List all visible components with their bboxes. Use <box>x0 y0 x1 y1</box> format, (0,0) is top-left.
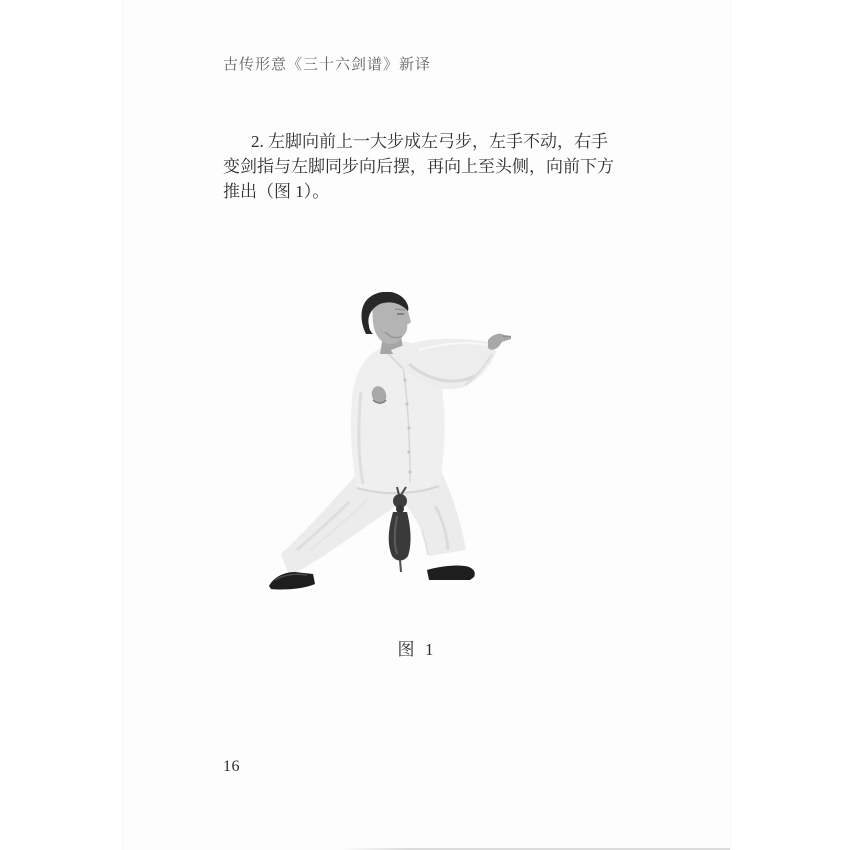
paragraph-line: 变剑指与左脚同步向后摆，再向上至头侧，向前下方 <box>223 157 614 176</box>
figure-caption: 图 1 <box>397 640 435 659</box>
martial-artist-photo <box>269 292 511 592</box>
front-shoe <box>427 566 475 580</box>
figure-head <box>361 292 411 344</box>
paragraph-line: 推出（图 1）。 <box>223 182 330 201</box>
page-number: 16 <box>223 758 240 775</box>
sword-finger-hand <box>488 334 511 350</box>
running-header: 古传形意《三十六剑谱》新译 <box>223 57 432 73</box>
paper-sheet <box>122 0 731 850</box>
paragraph-line: 2. 左脚向前上一大步成左弓步，左手不动，右手 <box>251 132 608 151</box>
body-paragraph <box>223 129 639 204</box>
